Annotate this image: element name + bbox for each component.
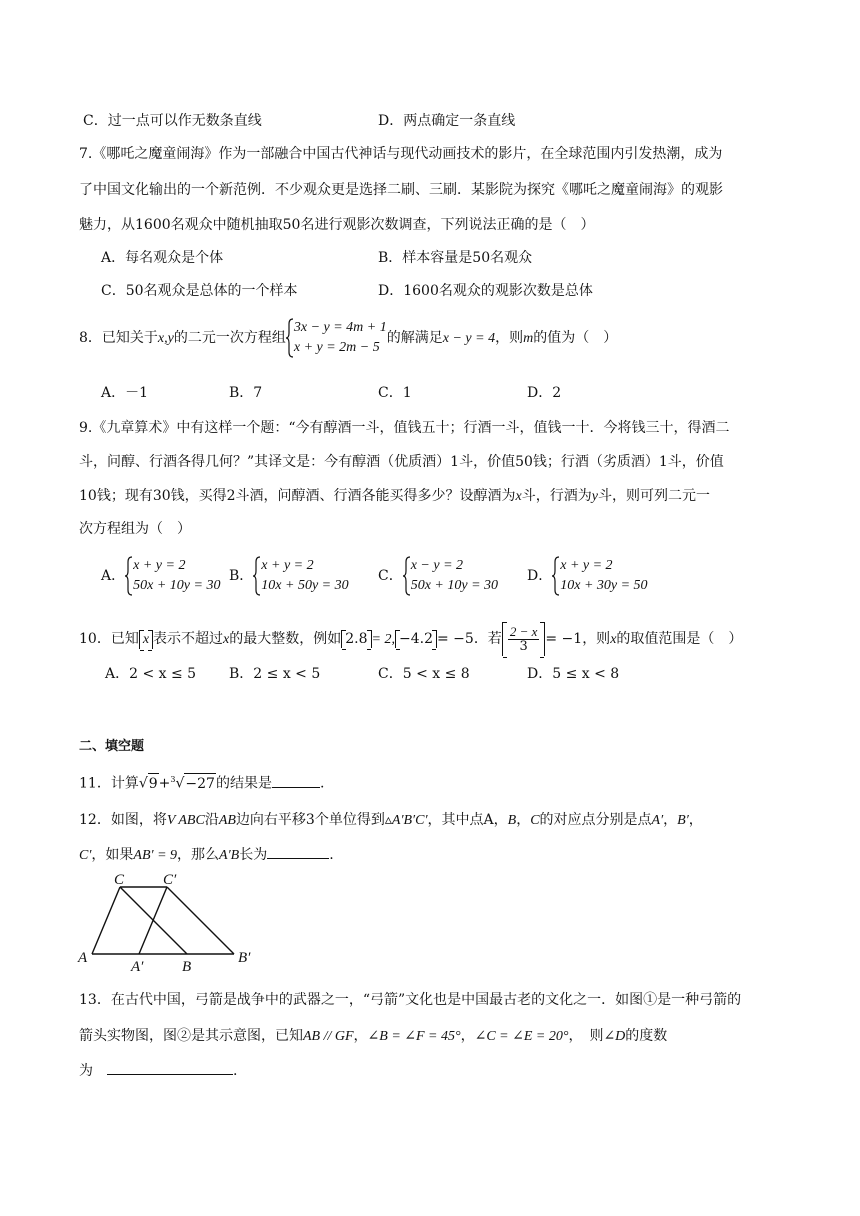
- q10-t4: = −1: [545, 631, 583, 647]
- q13-angle1: ∠B = ∠F = 45°: [367, 1029, 461, 1044]
- q12-point-c: C: [530, 813, 540, 828]
- q9-a-eq1: x + y = 2: [133, 558, 186, 573]
- q11-post: 的结果是: [215, 775, 272, 792]
- q13-line2: [79, 1026, 667, 1047]
- q10-floor-fraction: [502, 622, 546, 656]
- q7-text-line2: 了中国文化输出的一个新范例．不少观众更是选择二刷、三刷．某影院为探究《哪吒之魔童闹海》的观影: [79, 182, 723, 198]
- q13-line1: 13．在古代中国，弓箭是战争中的武器之一，“弓箭”文化也是中国最古老的文化之一．如图①是一种弓箭的: [79, 992, 742, 1008]
- brace-icon: [286, 318, 294, 358]
- brace-icon: [552, 556, 560, 596]
- q12-sep4: ，: [688, 812, 703, 828]
- q7-text-line3: 魅力，从1600名观众中随机抽取50名进行观影次数调查，下列说法正确的是（ ）: [79, 217, 595, 233]
- segment-a1c1: [139, 887, 167, 954]
- q8-option-d: D．2: [527, 385, 562, 401]
- q8-prefix: 8．已知关于: [79, 330, 158, 346]
- q9-option-b: [229, 556, 349, 596]
- q7-option-a: A．每名观众是个体: [101, 250, 224, 266]
- q9-text-line2: 斗，问醇、行酒各得几何？”其译文是：今有醇酒（优质酒）1斗，价值50钱；行酒（劣质酒）1斗，价值: [79, 454, 724, 470]
- fig-label-b1: B′: [238, 950, 251, 966]
- q8-question: [79, 318, 617, 358]
- q10-t5: ，则: [582, 631, 611, 647]
- q6-option-d: D．两点确定一条直线: [378, 113, 516, 129]
- brace-icon: [125, 556, 133, 596]
- q10-option-d: D．5 ≤ x < 8: [527, 666, 620, 682]
- q12-point-b: B: [507, 813, 517, 828]
- q12-figure: [74, 872, 274, 976]
- q12-tri2: ▵A′B′C′: [384, 813, 428, 828]
- q10-t2: 的最大整数，例如: [229, 631, 342, 647]
- q6-option-c: C．过一点可以作无数条直线: [83, 113, 262, 129]
- q10-var-x: x: [223, 632, 230, 647]
- q9-b-eq2: 10x + 50y = 30: [261, 578, 349, 593]
- q10-floor-x: [139, 630, 153, 649]
- q9-option-c: [378, 556, 498, 596]
- q7-text-line1: 7.《哪吒之魔童闹海》作为一部融合中国古代神话与现代动画技术的影片，在全球范围内引发热潮，成为: [79, 146, 723, 162]
- q9-option-b-label: B．: [229, 568, 254, 584]
- q9-text-line4: 次方程组为（ ）: [79, 521, 191, 537]
- q8-condition: x − y = 4: [442, 331, 496, 346]
- q8-cond-pre: 的解满足: [386, 330, 443, 346]
- q10-question: [79, 622, 742, 657]
- q8-eq1: 3x − y = 4m + 1: [293, 320, 387, 335]
- q10-ex1-value: 2.8: [345, 631, 368, 647]
- q11-pre: 11．计算: [79, 775, 139, 792]
- q10-ex1: [341, 630, 371, 648]
- q11-radicand-1: 9: [148, 773, 159, 794]
- q9-option-a-label: A．: [101, 568, 126, 584]
- q9-text-line1: 9.《九章算术》中有这样一个题：“今有醇酒一斗，值钱五十；行酒一斗，值钱一十．今将钱三十，得酒二: [79, 420, 730, 436]
- q12-point-a1: A′: [651, 813, 664, 828]
- q10-t3: ．若: [473, 631, 502, 647]
- q12-ab1: A′B: [219, 848, 240, 863]
- q12-sep2: ，: [516, 812, 531, 828]
- q10-option-c: C．5 < x ≤ 8: [378, 666, 470, 682]
- q10-var-x-2: x: [610, 632, 617, 647]
- q13-angle-d: ∠D: [603, 1029, 626, 1044]
- q11-answer-blank[interactable]: [272, 773, 320, 788]
- q8-vars: x,y: [157, 331, 174, 346]
- q8-option-c: C．1: [378, 385, 412, 401]
- q10-pre: 10．已知: [79, 631, 139, 647]
- q12-sep3: ，: [663, 812, 678, 828]
- q9-c-eq1: x − y = 2: [410, 558, 464, 573]
- q9-c-eq2: 50x + 10y = 30: [410, 578, 499, 593]
- q9-option-b-system: [253, 556, 348, 596]
- q11-question: [79, 770, 324, 794]
- q11-radicand-2: −27: [184, 773, 216, 794]
- q12-line1a: 12．如图，将: [79, 812, 167, 828]
- q12-ab: AB: [218, 813, 236, 828]
- q9-b-eq1: x + y = 2: [261, 558, 314, 573]
- cbrt-icon: √: [175, 775, 185, 792]
- fig-label-b: B: [182, 959, 192, 975]
- q12-line2b: ，那么: [177, 847, 220, 863]
- q9-option-d-label: D．: [527, 568, 553, 584]
- q9-line3a: 10钱；现有30钱，买得2斗酒，问醇酒、行酒各能买得多少？设醇酒为: [79, 488, 516, 504]
- q9-d-eq2: 10x + 30y = 50: [560, 578, 648, 593]
- q12-line2a: ，如果: [91, 847, 134, 863]
- q10-ex4: = −5: [436, 631, 474, 647]
- q12-condition: AB′ = 9: [133, 848, 178, 863]
- brace-icon: [403, 556, 411, 596]
- q9-a-eq2: 50x + 10y = 30: [133, 578, 221, 593]
- q7-option-b: B．样本容量是50名观众: [378, 250, 533, 266]
- q8-m: m: [523, 331, 534, 346]
- q13-parallel: AB // GF: [303, 1029, 354, 1044]
- section-title: 二、填空题: [79, 739, 145, 754]
- q13-sep2: ，: [460, 1028, 475, 1044]
- q8-option-a: A．－1: [101, 385, 149, 401]
- q9-text-line3: [79, 486, 710, 507]
- fig-label-c: C: [114, 872, 125, 888]
- q13-line2b: ， 则: [568, 1028, 604, 1044]
- segment-ac: [92, 887, 120, 954]
- q13-line2c: 的度数: [625, 1028, 668, 1044]
- q12-point-c1: C′: [79, 848, 92, 863]
- q10-ex3: [395, 630, 437, 648]
- brace-icon: [253, 556, 261, 596]
- q12-sep1: ，: [493, 812, 508, 828]
- q9-option-d: [527, 556, 648, 596]
- q9-var-x: x: [515, 489, 522, 504]
- q10-num: 2 − x: [509, 623, 538, 639]
- q10-ex2: = 2,: [371, 632, 395, 647]
- q7-option-c: C．50名观众是总体的一个样本: [101, 283, 298, 299]
- q10-fraction: [508, 625, 540, 654]
- q8-suffix: 的值为（ ）: [533, 330, 618, 346]
- q12-line1c: 边向右平移3个单位得到: [235, 812, 385, 828]
- q9-option-a: [101, 556, 220, 596]
- q11-root-index: 3: [170, 775, 176, 784]
- fig-label-a1: A′: [131, 959, 144, 975]
- q13-line2a: 箭头实物图，图②是其示意图，已知: [79, 1028, 303, 1044]
- q12-end: .: [329, 847, 334, 863]
- q12-point-a: A: [483, 812, 494, 828]
- q12-line1: [79, 810, 703, 831]
- q10-den: 3: [519, 638, 528, 654]
- q10-t1: 表示不超过: [153, 631, 224, 647]
- q13-line3: [79, 1060, 237, 1081]
- q10-ex3-value: −4.2: [398, 631, 433, 647]
- q12-tri1: V ABC: [166, 813, 205, 828]
- q9-option-d-system: [552, 556, 647, 596]
- q7-option-d: D．1600名观众的观影次数是总体: [378, 283, 593, 299]
- q8-mid: 的二元一次方程组: [173, 330, 286, 346]
- q11-end: .: [319, 775, 325, 792]
- fig-label-c1: C′: [163, 872, 177, 888]
- q11-plus: +: [158, 775, 171, 792]
- fig-label-a: A: [78, 950, 88, 966]
- q13-end: .: [233, 1063, 238, 1079]
- q10-floor-x-var: x: [142, 631, 150, 647]
- q10-t6: 的取值范围是（ ）: [616, 631, 743, 647]
- q9-var-y: y: [591, 489, 598, 504]
- q13-angle2: ∠C = ∠E = 20°: [474, 1029, 569, 1044]
- q12-line2: [79, 844, 334, 866]
- q8-option-b: B．7: [229, 385, 263, 401]
- q13-answer-blank[interactable]: [107, 1060, 233, 1075]
- q9-option-c-label: C．: [378, 568, 403, 584]
- q9-option-a-system: [125, 556, 220, 596]
- q13-sep1: ，: [353, 1028, 368, 1044]
- q9-option-c-system: [403, 556, 498, 596]
- q12-line2c: 长为: [239, 847, 268, 863]
- q12-line1b: 沿: [204, 812, 219, 828]
- q9-line3c: 斗，则可列二元一: [597, 488, 710, 504]
- q10-option-b: B．2 ≤ x < 5: [229, 666, 321, 682]
- q10-option-a: A．2 < x ≤ 5: [105, 666, 197, 682]
- q12-point-b1: B′: [677, 813, 689, 828]
- q9-d-eq1: x + y = 2: [560, 558, 613, 573]
- q12-line1d: ，其中点: [427, 812, 484, 828]
- q13-line3-text: 为: [79, 1063, 93, 1079]
- q12-line1e: 的对应点分别是点: [539, 812, 652, 828]
- q9-line3b: 斗，行酒为: [521, 488, 592, 504]
- q8-eq2: x + y = 2m − 5: [293, 340, 380, 355]
- q8-cond-post: ，则: [495, 330, 524, 346]
- q12-answer-blank[interactable]: [267, 844, 329, 859]
- q8-equation-system: [286, 318, 387, 358]
- sqrt-icon: √: [138, 775, 148, 792]
